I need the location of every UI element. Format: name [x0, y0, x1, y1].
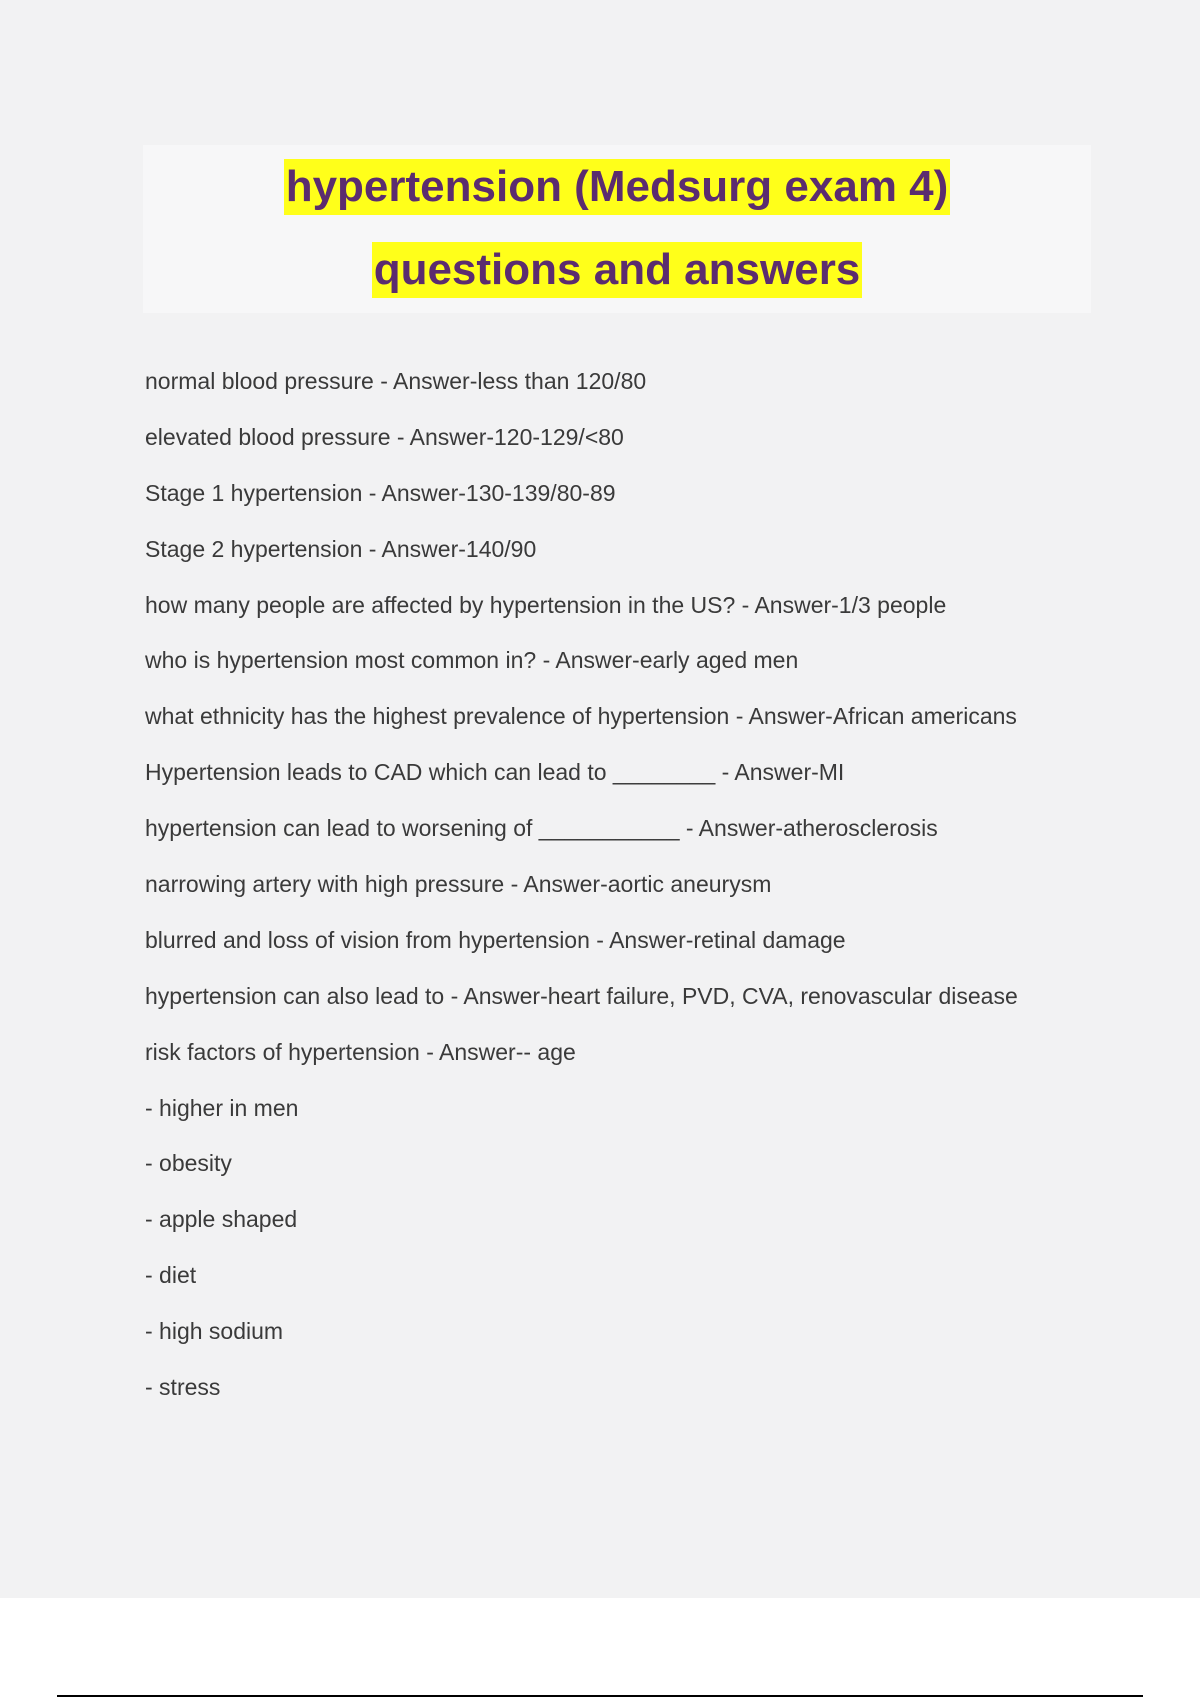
qa-line: normal blood pressure - Answer-less than 120/80	[145, 368, 647, 394]
qa-line: - high sodium	[145, 1318, 284, 1345]
qa-line: - stress	[145, 1374, 221, 1401]
qa-line: blurred and loss of vision from hypertension - Answer-retinal damage	[145, 926, 846, 953]
qa-line: - diet	[145, 1262, 197, 1289]
qa-line: narrowing artery with high pressure - Answer-aortic aneurysm	[145, 871, 772, 898]
qa-line: hypertension can also lead to - Answer-heart failure, PVD, CVA, renovascular disease	[145, 982, 1018, 1009]
qa-list	[145, 363, 1145, 1425]
qa-line: Stage 2 hypertension - Answer-140/90	[145, 535, 537, 562]
document-title-line-1: hypertension (Medsurg exam 4)	[284, 159, 951, 215]
qa-line: Hypertension leads to CAD which can lead to ________ - Answer-MI	[145, 759, 845, 786]
qa-line: how many people are affected by hypertension in the US? - Answer-1/3 people	[145, 591, 947, 618]
qa-line: Stage 1 hypertension - Answer-130-139/80-89	[145, 479, 616, 506]
qa-line: risk factors of hypertension - Answer-- age	[145, 1038, 576, 1065]
footer-divider	[57, 1695, 1143, 1697]
qa-line: who is hypertension most common in? - Answer-early aged men	[145, 647, 799, 674]
document-title-line-2: questions and answers	[372, 242, 863, 298]
qa-line: what ethnicity has the highest prevalence of hypertension - Answer-African americans	[145, 703, 1017, 730]
qa-line: elevated blood pressure - Answer-120-129/<80	[145, 423, 624, 450]
qa-line: - apple shaped	[145, 1206, 298, 1233]
qa-line: hypertension can lead to worsening of ___________ - Answer-atherosclerosis	[145, 815, 938, 842]
qa-line: - higher in men	[145, 1094, 299, 1121]
title-box	[143, 145, 1091, 313]
qa-line: - obesity	[145, 1150, 232, 1177]
